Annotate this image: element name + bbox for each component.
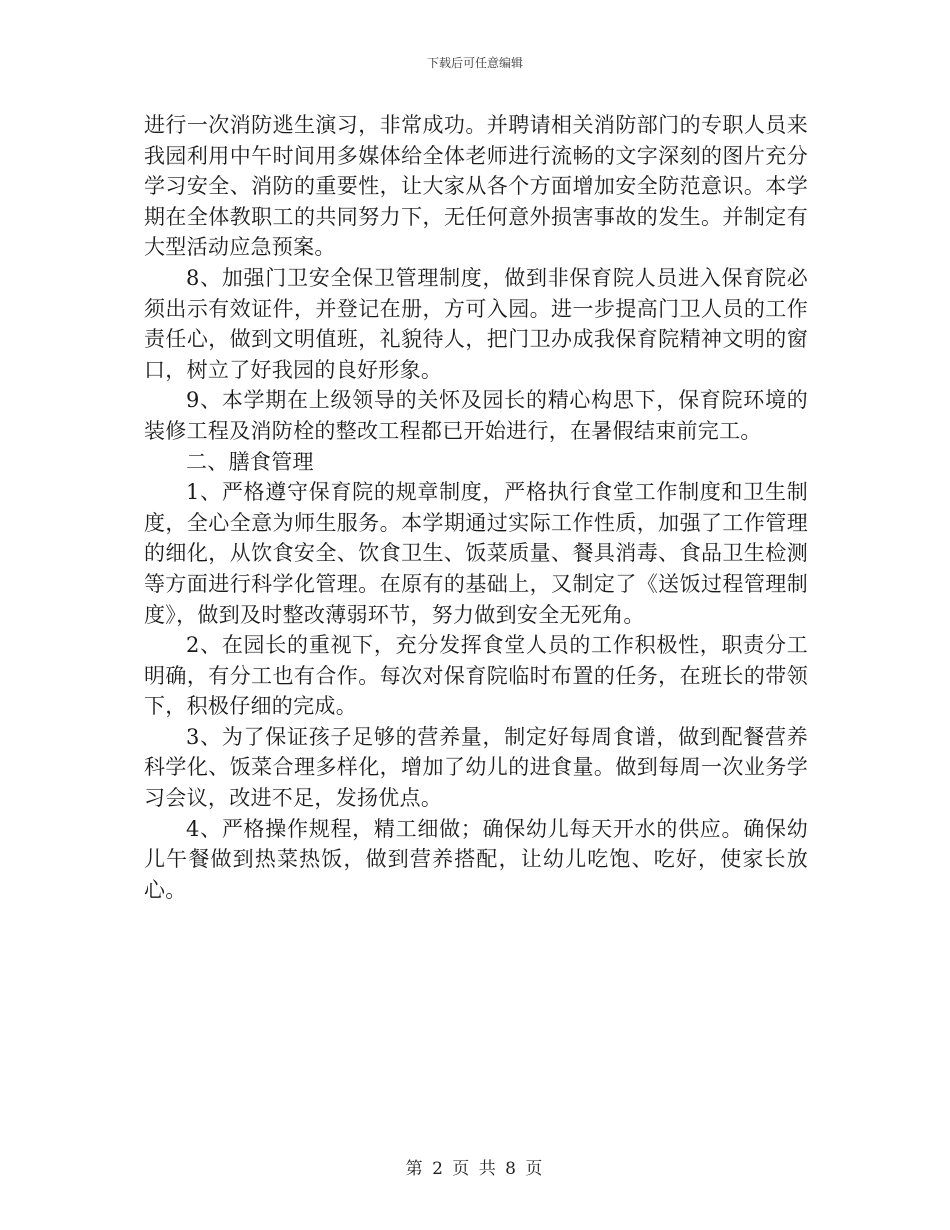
paragraph-1: 进行一次消防逃生演习，非常成功。并聘请相关消防部门的专职人员来我园利用中午时间用多媒体给全体老师进行流畅的文字深刻的图片充分学习安全、消防的重要性，让大家从各个方面增加安全防范意识。本学期在全体教职工的共同努力下，无任何意外损害事故的发生。并制定有大型活动应急预案。 <box>144 113 808 260</box>
page-number: 第 2 页 共 8 页 <box>405 1159 545 1179</box>
paragraph-3: 9、本学期在上级领导的关怀及园长的精心构思下，保育院环境的装修工程及消防栓的整改工程都已开始进行，在暑假结束前完工。 <box>144 388 808 443</box>
paragraph-6: 3、为了保证孩子足够的营养量，制定好每周食谱，做到配餐营养科学化、饭菜合理多样化，增加了幼儿的进食量。做到每周一次业务学习会议，改进不足，发扬优点。 <box>144 724 808 811</box>
paragraph-2: 8、加强门卫安全保卫管理制度，做到非保育院人员进入保育院必须出示有效证件，并登记在册，方可入园。进一步提高门卫人员的工作责任心，做到文明值班，礼貌待人，把门卫办成我保育院精神文明的窗口，树立了好我园的良好形象。 <box>144 265 808 382</box>
page-header: 下载后可任意编辑 <box>426 56 523 70</box>
paragraph-7: 4、严格操作规程，精工细做；确保幼儿每天开水的供应。确保幼儿午餐做到热菜热饭，做到营养搭配，让幼儿吃饱、吃好，使家长放心。 <box>144 816 808 902</box>
paragraph-5: 2、在园长的重视下，充分发挥食堂人员的工作积极性，职责分工明确，有分工也有合作。每次对保育院临时布置的任务，在班长的带领下，积极仔细的完成。 <box>144 633 808 719</box>
document-body <box>144 110 808 905</box>
section-heading: 二、膳食管理 <box>186 449 314 474</box>
paragraph-4: 1、严格遵守保育院的规章制度，严格执行食堂工作制度和卫生制度，全心全意为师生服务。本学期通过实际工作性质，加强了工作管理的细化，从饮食安全、饮食卫生、饭菜质量、餐具消毒、食品卫生检测等方面进行科学化管理。在原有的基础上，又制定了《送饭过程管理制度》，做到及时整改薄弱环节，努力做到安全无死角。 <box>144 480 808 627</box>
